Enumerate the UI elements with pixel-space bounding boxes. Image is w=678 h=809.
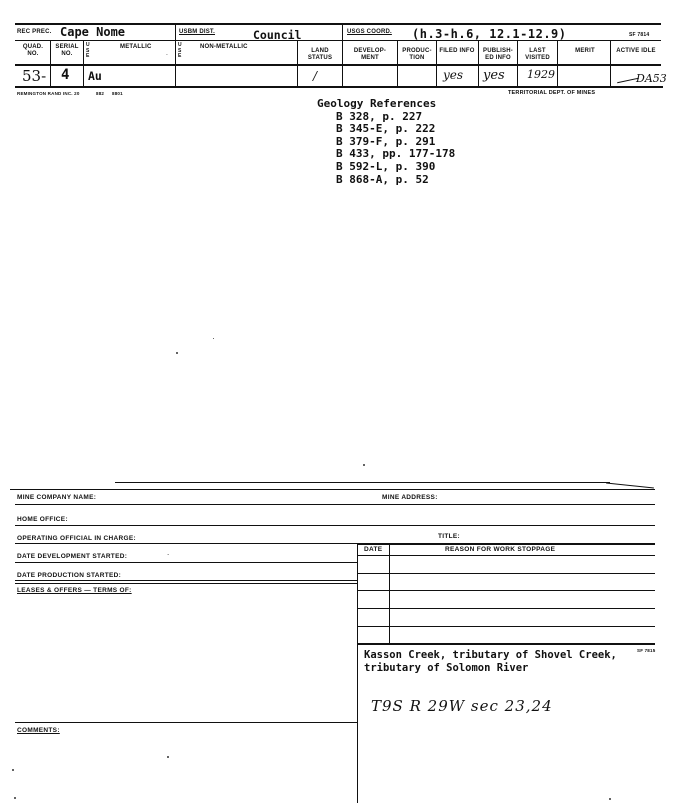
form-rule — [357, 543, 358, 643]
date-column-header: DATE — [364, 546, 383, 553]
header-bottom-rule — [15, 64, 661, 66]
form-rule — [15, 580, 357, 581]
header-divider — [610, 40, 611, 86]
form-number-2: SF 7815 — [637, 648, 656, 653]
col-land-status: LAND STATUS — [307, 48, 333, 61]
land-status-value: / — [313, 69, 318, 83]
dot-mark: · — [167, 551, 170, 559]
col-published-info: PUBLISH-ED INFO — [483, 48, 513, 61]
mine-address-label: MINE ADDRESS: — [382, 494, 438, 501]
rec-prec-value: Cape Nome — [60, 25, 126, 39]
stray-mark — [167, 756, 169, 758]
stray-mark — [176, 352, 178, 354]
col-merit: MERIT — [575, 48, 595, 54]
col-last-visited: LAST VISITED — [525, 48, 550, 61]
title-label: TITLE: — [438, 533, 461, 540]
usbm-dist-label: USBM DIST. — [179, 29, 216, 35]
header-divider — [397, 40, 398, 86]
col-non-metallic: NON-METALLIC — [200, 44, 248, 50]
form-rule — [115, 482, 610, 483]
col-active-idle: ACTIVE IDLE — [616, 48, 656, 54]
location-line: Kasson Creek, tributary of Shovel Creek, — [364, 649, 617, 661]
col-serial-no: SERIAL NO. — [55, 44, 79, 57]
location-description — [364, 649, 617, 674]
form-rule — [10, 489, 655, 490]
published-info-value: yes — [483, 68, 505, 83]
col-development: DEVELOP-MENT — [353, 48, 387, 61]
reference-item: B 592-L, p. 390 — [336, 159, 436, 173]
header-divider — [342, 23, 343, 86]
header-divider — [175, 23, 176, 86]
form-rule — [15, 583, 357, 584]
mine-company-label: MINE COMPANY NAME: — [17, 494, 97, 501]
stray-mark — [12, 769, 14, 771]
form-rule — [357, 626, 655, 627]
leases-label: LEASES & OFFERS — TERMS OF: — [17, 587, 132, 594]
rec-prec-label: REC PREC. — [17, 29, 52, 35]
reference-item: B 345-E, p. 222 — [336, 122, 436, 136]
printer-imprint: REMINGTON RAND INC. 20 — [17, 91, 80, 96]
printer-code: 882 — [96, 91, 105, 96]
form-rule — [15, 525, 655, 526]
stray-mark — [213, 338, 214, 339]
reference-item: B 328, p. 227 — [336, 109, 423, 123]
col-filed-info: FILED INFO — [439, 48, 475, 54]
usbm-dist-value: Council — [253, 28, 302, 42]
last-visited-value: 1929 — [527, 68, 555, 81]
form-rule — [357, 573, 655, 574]
form-rule — [389, 543, 390, 643]
stray-mark — [14, 797, 16, 799]
torn-edge-line — [606, 482, 654, 488]
form-rule — [357, 590, 655, 591]
reason-column-header: REASON FOR WORK STOPPAGE — [445, 546, 556, 553]
usgs-coord-label: USGS COORD. — [347, 29, 392, 35]
col-use-nonmetallic: USE — [178, 42, 182, 59]
location-line: tributary of Solomon River — [364, 661, 529, 674]
col-quad-no: QUAD. NO. — [22, 44, 44, 57]
date-development-label: DATE DEVELOPMENT STARTED: — [17, 553, 128, 560]
reference-item: B 379-F, p. 291 — [336, 134, 436, 148]
header-divider — [436, 40, 437, 86]
date-production-label: DATE PRODUCTION STARTED: — [17, 572, 122, 579]
col-production: PRODUC-TION — [402, 48, 432, 61]
geology-references — [317, 98, 455, 186]
printer-code: 8801 — [112, 91, 123, 96]
usgs-coord-value: (h.3-h.6, 12.1-12.9) — [412, 27, 567, 41]
header-data-rule — [15, 86, 663, 88]
quad-no-value: 53- — [22, 67, 47, 85]
reference-item: B 433, pp. 177-178 — [336, 147, 456, 161]
stray-mark — [609, 798, 611, 800]
township-range-section: T9S R 29W sec 23,24 — [371, 697, 553, 715]
home-office-label: HOME OFFICE: — [17, 516, 68, 523]
references-title: Geology References — [317, 97, 437, 110]
form-rule — [15, 722, 357, 723]
form-rule — [357, 555, 655, 556]
form-rule — [357, 643, 655, 645]
header-divider — [83, 40, 84, 86]
col-use-metallic: USE — [86, 42, 90, 59]
form-rule — [357, 608, 655, 609]
territorial-dept: TERRITORIAL DEPT. OF MINES — [508, 90, 596, 96]
dot-mark: · — [166, 52, 168, 59]
comments-label: COMMENTS: — [17, 727, 60, 734]
header-divider — [478, 40, 479, 86]
stray-mark — [363, 464, 365, 466]
form-rule — [357, 645, 358, 803]
metallic-value: Au — [88, 69, 102, 83]
serial-no-value: 4 — [61, 67, 70, 83]
header-divider — [297, 40, 298, 86]
header-divider — [517, 40, 518, 86]
form-rule — [15, 562, 357, 563]
form-rule — [357, 544, 655, 545]
form-number: SF 7814 — [629, 32, 650, 38]
form-rule — [15, 504, 655, 505]
filed-info-value: yes — [443, 68, 464, 82]
header-divider — [557, 40, 558, 86]
col-metallic: METALLIC — [120, 44, 152, 50]
reference-item: B 868-A, p. 52 — [336, 172, 429, 186]
active-idle-value: DA53 — [636, 72, 667, 85]
operating-official-label: OPERATING OFFICIAL IN CHARGE: — [17, 535, 136, 542]
